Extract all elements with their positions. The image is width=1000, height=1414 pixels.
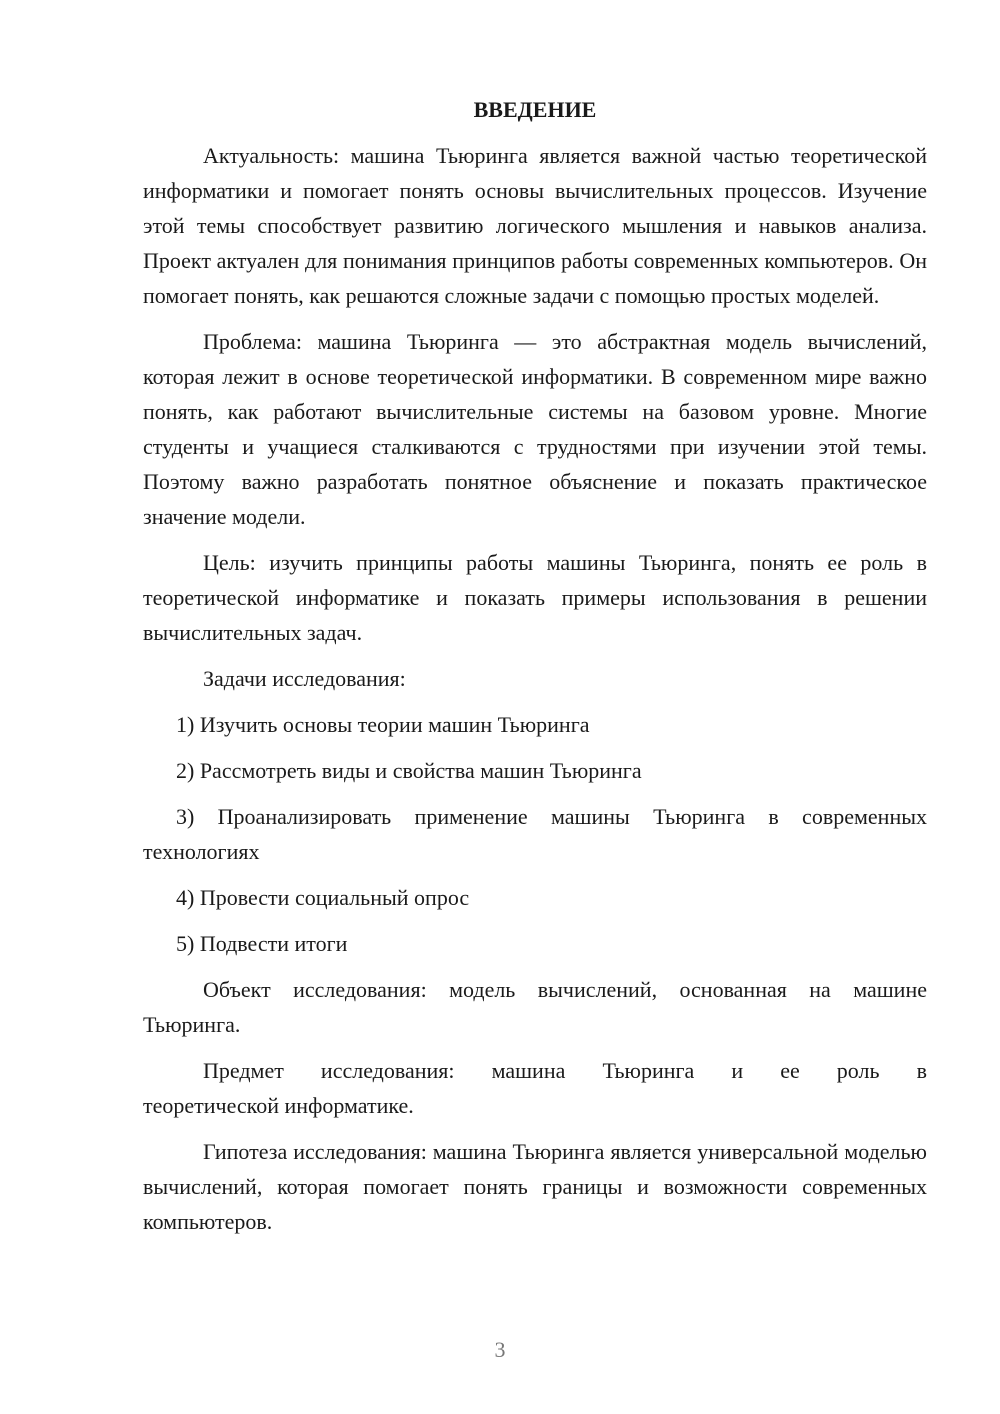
section-title: ВВЕДЕНИЕ <box>473 97 597 122</box>
problem-paragraph: Проблема: машина Тьюринга — это абстрактная модель вычислений, которая лежит в основе теоретической информатики. В современном мире важно понять, как работают вычислительные системы на базовом уровне. Многие студенты и учащиеся сталкиваются с трудностями при изучении этой темы. Поэтому важно разработать понятное объяснение и показать практическое значение модели. <box>143 329 927 529</box>
goal-paragraph: Цель: изучить принципы работы машины Тьюринга, понять ее роль в теоретической информатике и показать примеры использования в решении вычислительных задач. <box>143 550 927 645</box>
page-number: 3 <box>494 1337 506 1362</box>
subject-paragraph <box>143 1053 927 1123</box>
object-paragraph: Объект исследования: модель вычислений, основанная на машине Тьюринга. <box>143 977 927 1037</box>
page-content <box>143 92 927 1250</box>
tasks-heading: Задачи исследования: <box>203 666 406 691</box>
task-item-2: 2) Рассмотреть виды и свойства машин Тьюринга <box>176 758 642 783</box>
subject-line-1: Предмет исследования: машина Тьюринга и ее роль в <box>203 1058 927 1083</box>
hypothesis-paragraph: Гипотеза исследования: машина Тьюринга является универсальной моделью вычислений, которая помогает понять границы и возможности современных компьютеров. <box>143 1139 927 1234</box>
task-item-3: 3) Проанализировать применение машины Тьюринга в современных технологиях <box>143 804 927 864</box>
task-item-4: 4) Провести социальный опрос <box>176 885 470 910</box>
task-item-5: 5) Подвести итоги <box>176 931 348 956</box>
subject-line-2: теоретической информатике. <box>143 1093 414 1118</box>
relevance-paragraph: Актуальность: машина Тьюринга является важной частью теоретической информатики и помогает понять основы вычислительных процессов. Изучение этой темы способствует развитию логического мышления и навыков анализа. Проект актуален для понимания принципов работы современных компьютеров. Он помогает понять, как решаются сложные задачи с помощью простых моделей. <box>143 143 927 308</box>
task-item-1: 1) Изучить основы теории машин Тьюринга <box>176 712 590 737</box>
